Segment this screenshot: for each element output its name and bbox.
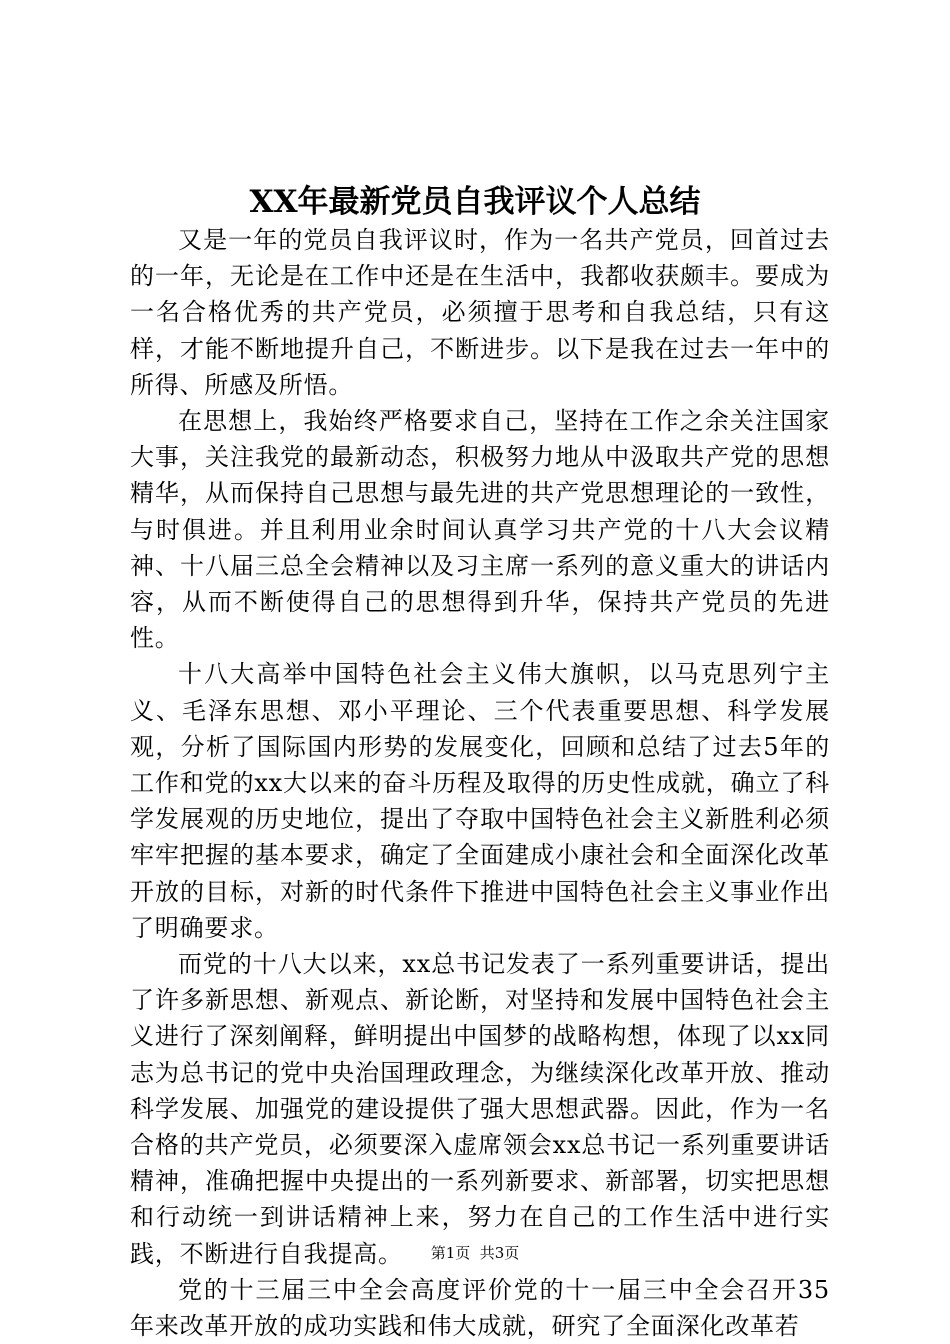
document-title: XX年最新党员自我评议个人总结 — [249, 184, 701, 220]
paragraph: 十八大高举中国特色社会主义伟大旗帜，以马克思列宁主义、毛泽东思想、邓小平理论、三个代表重要思想、科学发展观，分析了国际国内形势的发展变化，回顾和总结了过去5年的工作和党的xx大以来的奋斗历程及取得的历史性成就，确立了科学发展观的历史地位，提出了夺取中国特色社会主义新胜利必须牢牢把握的基本要求，确定了全面建成小康社会和全面深化改革开放的目标，对新的时代条件下推进中国特色社会主义事业作出了明确要求。 — [130, 660, 830, 942]
paragraph: 而党的十八大以来，xx总书记发表了一系列重要讲话，提出了许多新思想、新观点、新论断，对坚持和发展中国特色社会主义进行了深刻阐释，鲜明提出中国梦的战略构想，体现了以xx同志为总书记的党中央治国理政理念，为继续深化改革开放、推动科学发展、加强党的建设提供了强大思想武器。因此，作为一名合格的共产党员，必须要深入虚席领会xx总书记一系列重要讲话精神，准确把握中央提出的一系列新要求、新部署，切实把思想和行动统一到讲话精神上来，努力在自己的工作生活中进行实践，不断进行自我提高。 — [130, 950, 830, 1268]
paragraph: 又是一年的党员自我评议时，作为一名共产党员，回首过去的一年，无论是在工作中还是在生活中，我都收获颇丰。要成为一名合格优秀的共产党员，必须擅于思考和自我总结，只有这样，才能不断地提升自己，不断进步。以下是我在过去一年中的所得、所感及所悟。 — [130, 226, 830, 399]
paragraph: 在思想上，我始终严格要求自己，坚持在工作之余关注国家大事，关注我党的最新动态，积极努力地从中汲取共产党的思想精华，从而保持自己思想与最先进的共产党思想理论的一致性，与时俱进。并且利用业余时间认真学习共产党的十八大会议精神、十八届三总全会精神以及习主席一系列的意义重大的讲话内容，从而不断使得自己的思想得到升华，保持共产党员的先进性。 — [130, 407, 830, 653]
paragraph: 党的十三届三中全会高度评价党的十一届三中全会召开35年来改革开放的成功实践和伟大成就，研究了全面深化改革若 — [130, 1275, 830, 1341]
document-body — [130, 222, 830, 1344]
page-number-footer: 第1页 共3页 — [430, 1244, 520, 1262]
